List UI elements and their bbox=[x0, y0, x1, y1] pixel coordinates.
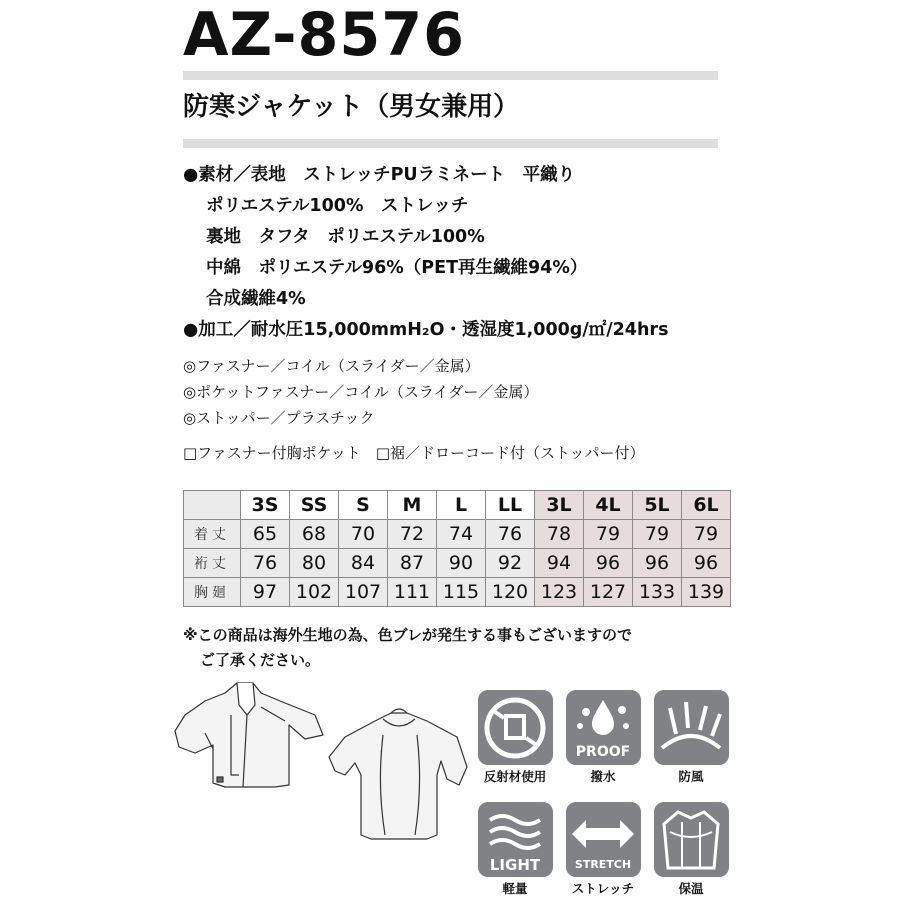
table-cell: 133 bbox=[633, 578, 682, 607]
reflective-icon bbox=[478, 690, 553, 765]
size-col-6l: 6L bbox=[682, 491, 731, 520]
note-zipper: ◎ファスナー／コイル（スライダー／金属） bbox=[183, 357, 480, 375]
table-cell: 120 bbox=[486, 578, 535, 607]
table-cell: 72 bbox=[388, 520, 437, 549]
proof-text: PROOF bbox=[575, 744, 631, 760]
jacket-back-drawing bbox=[329, 709, 467, 839]
table-row bbox=[184, 578, 731, 607]
spec-material-lining: 裏地 タフタ ポリエステル100% bbox=[206, 227, 485, 247]
note-features: □ファスナー付胸ポケット □裾／ドローコード付（ストッパー付） bbox=[183, 444, 645, 462]
windproof-label: 防風 bbox=[678, 769, 704, 784]
spec-material: ●素材／表地 ストレッチPUラミネート 平織り bbox=[183, 165, 576, 185]
stretch-text: STRETCH bbox=[574, 858, 632, 871]
table-cell: 92 bbox=[486, 549, 535, 578]
disclaimer-line-2: ご了承ください。 bbox=[200, 651, 321, 669]
table-cell: 111 bbox=[388, 578, 437, 607]
table-cell: 94 bbox=[535, 549, 584, 578]
table-cell: 79 bbox=[584, 520, 633, 549]
windproof-icon bbox=[654, 690, 729, 765]
size-col-3s: 3S bbox=[241, 491, 290, 520]
table-cell: 96 bbox=[633, 549, 682, 578]
table-cell: 97 bbox=[241, 578, 290, 607]
table-cell: 90 bbox=[437, 549, 486, 578]
table-cell: 84 bbox=[339, 549, 388, 578]
size-corner-cell bbox=[184, 491, 241, 520]
warmth-label: 保温 bbox=[678, 881, 704, 896]
stretch-label: ストレッチ bbox=[571, 881, 635, 896]
size-col-3l: 3L bbox=[535, 491, 584, 520]
water-repellent-icon bbox=[566, 690, 641, 765]
table-cell: 96 bbox=[584, 549, 633, 578]
water-repellent-label: 撥水 bbox=[590, 769, 616, 784]
size-col-m: M bbox=[388, 491, 437, 520]
stretch-icon bbox=[566, 802, 641, 877]
table-cell: 102 bbox=[290, 578, 339, 607]
table-cell: 115 bbox=[437, 578, 486, 607]
reflective-label: 反射材使用 bbox=[483, 769, 547, 784]
table-cell: 68 bbox=[290, 520, 339, 549]
table-cell: 65 bbox=[241, 520, 290, 549]
row-label-length: 着丈 bbox=[184, 520, 241, 549]
table-row bbox=[184, 520, 731, 549]
note-pocket-zipper: ◎ポケットファスナー／コイル（スライダー／金属） bbox=[183, 383, 539, 401]
lightweight-icon bbox=[478, 802, 553, 877]
size-col-ll: LL bbox=[486, 491, 535, 520]
table-cell: 80 bbox=[290, 549, 339, 578]
spec-material-outer: ポリエステル100% ストレッチ bbox=[206, 196, 469, 216]
size-header-row bbox=[184, 491, 731, 520]
size-col-5l: 5L bbox=[633, 491, 682, 520]
size-col-4l: 4L bbox=[584, 491, 633, 520]
title-rule bbox=[183, 139, 718, 148]
model-number: AZ-8576 bbox=[183, 0, 466, 70]
note-stopper: ◎ストッパー／プラスチック bbox=[183, 409, 375, 427]
disclaimer-line-1: ※この商品は海外生地の為、色ブレが発生する事もございますので bbox=[183, 626, 632, 644]
table-cell: 76 bbox=[241, 549, 290, 578]
header-rule bbox=[183, 71, 718, 80]
table-row bbox=[184, 549, 731, 578]
size-col-l: L bbox=[437, 491, 486, 520]
size-col-s: S bbox=[339, 491, 388, 520]
table-cell: 74 bbox=[437, 520, 486, 549]
table-cell: 87 bbox=[388, 549, 437, 578]
size-table bbox=[183, 490, 731, 607]
row-label-sleeve: 裄丈 bbox=[184, 549, 241, 578]
spec-process: ●加工／耐水圧15,000mmH₂O・透湿度1,000g/㎡/24hrs bbox=[183, 320, 669, 340]
product-title: 防寒ジャケット（男女兼用） bbox=[183, 92, 520, 122]
jacket-front-drawing bbox=[175, 683, 323, 787]
table-cell: 107 bbox=[339, 578, 388, 607]
table-cell: 127 bbox=[584, 578, 633, 607]
table-cell: 79 bbox=[633, 520, 682, 549]
warmth-icon bbox=[654, 802, 729, 877]
jacket-illustration bbox=[165, 675, 475, 850]
table-cell: 70 bbox=[339, 520, 388, 549]
size-col-ss: SS bbox=[290, 491, 339, 520]
table-cell: 78 bbox=[535, 520, 584, 549]
spec-material-padding-2: 合成繊維4% bbox=[206, 289, 306, 309]
row-label-chest: 胸廻 bbox=[184, 578, 241, 607]
table-cell: 139 bbox=[682, 578, 731, 607]
table-cell: 123 bbox=[535, 578, 584, 607]
table-cell: 96 bbox=[682, 549, 731, 578]
spec-material-padding: 中綿 ポリエステル96%（PET再生繊維94%） bbox=[206, 258, 588, 278]
table-cell: 76 bbox=[486, 520, 535, 549]
light-text: LIGHT bbox=[489, 856, 541, 874]
lightweight-label: 軽量 bbox=[502, 881, 528, 896]
table-cell: 79 bbox=[682, 520, 731, 549]
